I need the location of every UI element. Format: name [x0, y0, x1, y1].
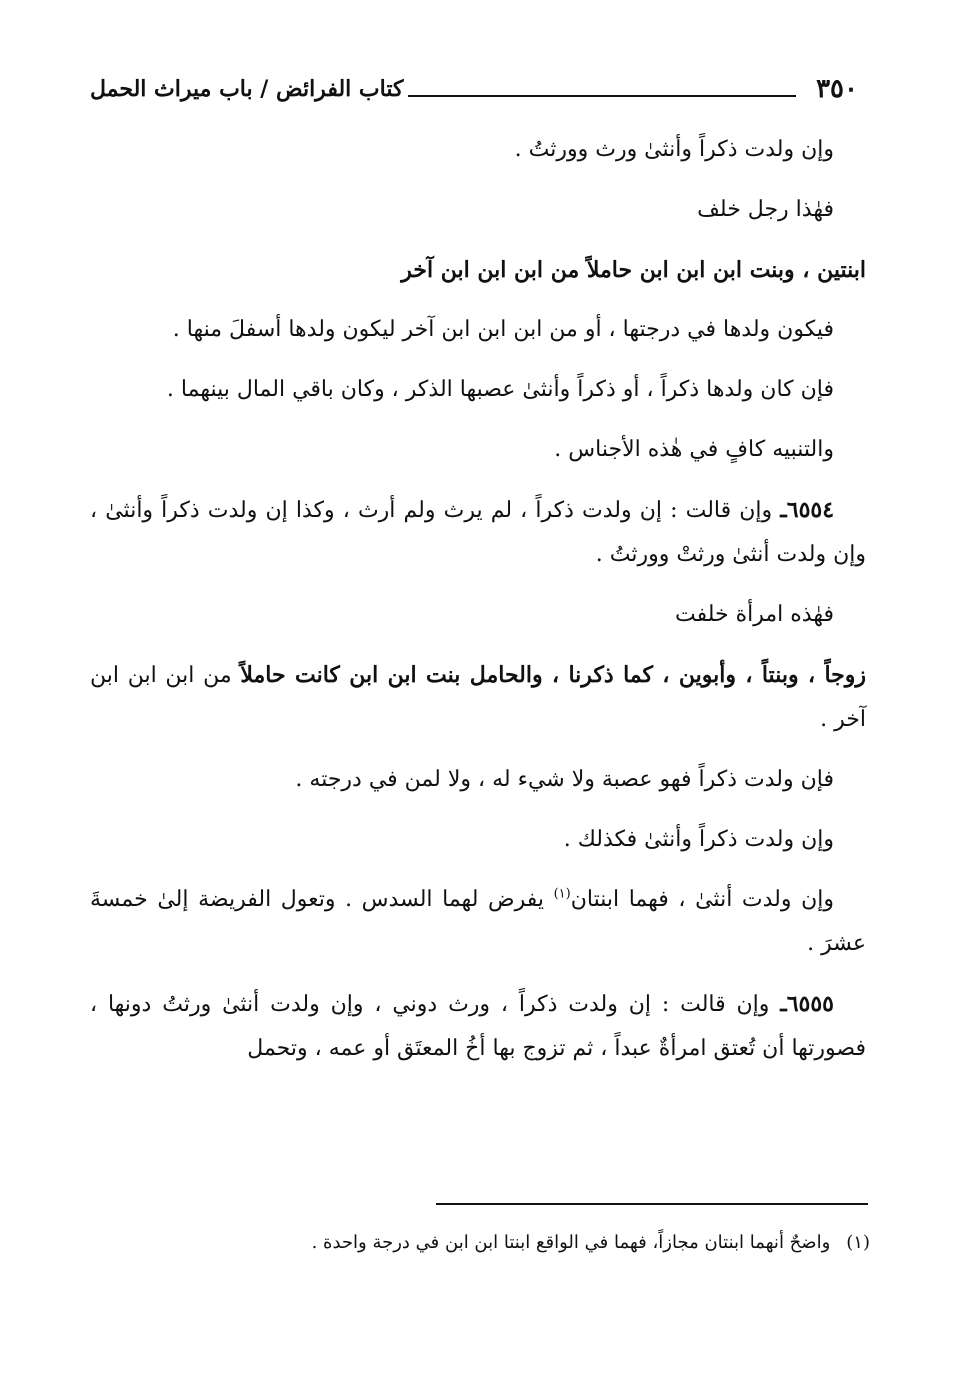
- paragraph: وإن ولدت ذكراً وأنثىٰ فكذلك .: [563, 827, 834, 852]
- paragraph: فيكون ولدها في درجتها ، أو من ابن ابن ابن آخر ليكون ولدها أسفلَ منها .: [172, 317, 834, 342]
- paragraph-part: وإن ولدت أنثىٰ ، فهما ابنتان: [570, 887, 834, 912]
- paragraph: فهٰذا رجل خلف: [697, 197, 834, 222]
- footnote-mark: (١): [846, 1232, 870, 1253]
- paragraph: فإن ولدت ذكراً فهو عصبة ولا شيء له ، ولا لمن في درجته .: [295, 767, 834, 792]
- paragraph: فإن كان ولدها ذكراً ، أو ذكراً وأنثىٰ عصبها الذكر ، وكان باقي المال بينهما .: [166, 377, 834, 402]
- case-bold-part: والحامل بنت ابن ابن كانت حاملاً: [240, 662, 543, 688]
- footnote-ref: (١): [553, 886, 571, 902]
- running-header: [90, 74, 858, 114]
- case-bold-part: زوجاً ، وبنتاً ، وأبوين ، كما ذكرنا ،: [542, 662, 867, 688]
- case-statement: ابنتين ، وبنت ابن ابن ابن حاملاً من ابن ابن ابن آخر: [401, 257, 866, 283]
- page-number: ٣٥٠: [816, 74, 858, 104]
- page-body: [90, 128, 866, 1087]
- case-plain-part: من ابن ابن ابن آخر .: [90, 663, 866, 732]
- footnote-rule: [436, 1203, 868, 1205]
- case-statement: [90, 653, 866, 742]
- header-title: كتاب الفرائض / باب ميراث الحمل: [90, 76, 404, 102]
- header-rule: [408, 95, 796, 97]
- issue-text: وإن قالت : إن ولدت ذكراً ، لم يرث ولم أرث ، وكذا إن ولدت ذكراً وأنثىٰ ، وإن ولدت أنثىٰ ورثتْ وورثتُ .: [90, 498, 866, 567]
- paragraph: فهٰذه امرأة خلفت: [674, 602, 834, 627]
- paragraph: [90, 878, 866, 966]
- issue-number: ٦٥٥٥ـ: [780, 991, 834, 1017]
- issue-number: ٦٥٥٤ـ: [780, 497, 835, 523]
- footnote-text: واضحٌ أنهما ابنتان مجازاً، فهما في الواقع ابنتا ابن ابن في درجة واحدة .: [311, 1232, 831, 1253]
- footnote: [90, 1228, 870, 1258]
- paragraph-part: يفرض لهما السدس . وتعول الفريضة إلىٰ خمسةَ عشرَ .: [90, 887, 866, 956]
- paragraph: وإن ولدت ذكراً وأنثىٰ ورث وورثتُ .: [514, 137, 834, 162]
- numbered-issue: [90, 982, 866, 1071]
- paragraph: والتنبيه كافٍ في هٰذه الأجناس .: [554, 437, 834, 462]
- numbered-issue: [90, 488, 866, 577]
- issue-text: وإن قالت : إن ولدت ذكراً ، ورث دوني ، وإن ولدت أنثىٰ ورثتُ دونها ، فصورتها أن تُعتق امرأةٌ عبداً ، ثم تزوج بها أخُ المعتَق أو عمه ، وتحمل: [90, 992, 866, 1061]
